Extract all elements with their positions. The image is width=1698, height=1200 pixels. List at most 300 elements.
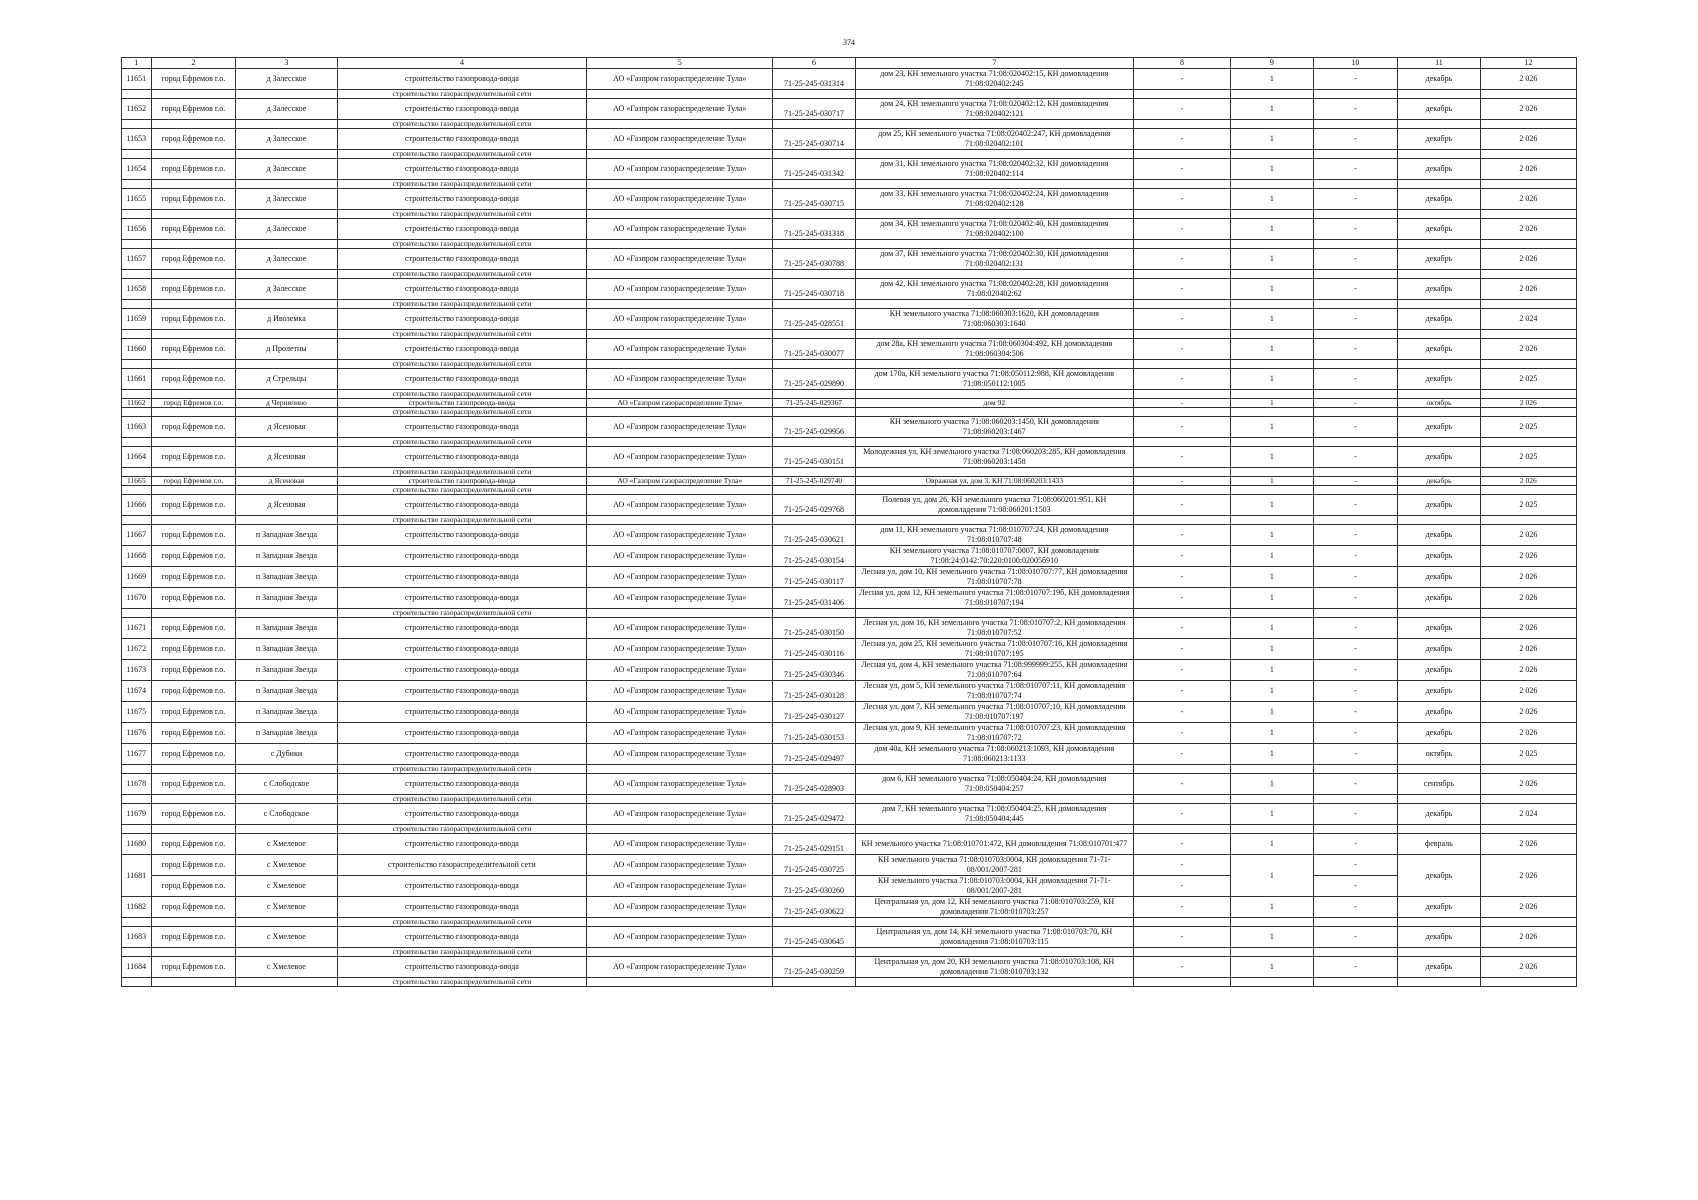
row-number: 11663 xyxy=(122,417,152,438)
month-cell: декабрь xyxy=(1398,855,1480,897)
table-row xyxy=(122,69,1577,90)
municipality-cell: город Ефремов г.о. xyxy=(151,834,236,855)
empty-cell xyxy=(122,240,152,249)
network-construction-cell: строительство газораспределительной сети xyxy=(337,765,587,774)
count-cell: 1 xyxy=(1231,219,1313,240)
empty-cell xyxy=(773,150,855,159)
subrow xyxy=(122,90,1577,99)
empty-cell xyxy=(236,390,338,399)
col8-cell: - xyxy=(1133,309,1230,330)
empty-cell xyxy=(151,150,236,159)
row-number: 11679 xyxy=(122,804,152,825)
empty-cell xyxy=(236,90,338,99)
empty-cell xyxy=(587,180,773,189)
address-cell: дом 24, КН земельного участка 71:08:020402:12, КН домовладения 71:08:020402:121 xyxy=(855,99,1133,120)
col8-cell: - xyxy=(1133,417,1230,438)
municipality-cell: город Ефремов г.о. xyxy=(151,897,236,918)
organization-cell: АО «Газпром газораспределение Тула» xyxy=(587,804,773,825)
empty-cell xyxy=(1133,468,1230,477)
work-type-cell: строительство газопровода-ввода xyxy=(337,927,587,948)
registry-number-cell: 71-25-245-029740 xyxy=(773,477,855,486)
address-cell: КН земельного участка 71:08:010703:0004, КН домовладения 71-71-08/001/2007-281 xyxy=(855,876,1133,897)
empty-cell xyxy=(855,120,1133,129)
year-cell: 2 026 xyxy=(1480,957,1576,978)
row-number: 11655 xyxy=(122,189,152,210)
empty-cell xyxy=(587,390,773,399)
row-number: 11671 xyxy=(122,618,152,639)
empty-cell xyxy=(1480,468,1576,477)
table-row xyxy=(122,927,1577,948)
row-number: 11675 xyxy=(122,702,152,723)
subrow xyxy=(122,438,1577,447)
registry-number-cell: 71-25-245-031342 xyxy=(773,159,855,180)
municipality-cell: город Ефремов г.о. xyxy=(151,495,236,516)
month-cell: декабрь xyxy=(1398,369,1480,390)
empty-cell xyxy=(122,408,152,417)
month-cell: декабрь xyxy=(1398,567,1480,588)
month-cell: декабрь xyxy=(1398,681,1480,702)
empty-cell xyxy=(151,360,236,369)
work-type-cell: строительство газопровода-ввода xyxy=(337,876,587,897)
registry-number-cell: 71-25-245-030714 xyxy=(773,129,855,150)
table-row xyxy=(122,219,1577,240)
count-cell: 1 xyxy=(1231,279,1313,300)
month-cell: октябрь xyxy=(1398,399,1480,408)
count-cell: 1 xyxy=(1231,99,1313,120)
col8-cell: - xyxy=(1133,525,1230,546)
empty-cell xyxy=(236,360,338,369)
municipality-cell: город Ефремов г.о. xyxy=(151,219,236,240)
empty-cell xyxy=(122,948,152,957)
empty-cell xyxy=(236,978,338,987)
empty-cell xyxy=(236,300,338,309)
col10-cell: - xyxy=(1313,588,1398,609)
subrow xyxy=(122,180,1577,189)
month-cell: декабрь xyxy=(1398,957,1480,978)
empty-cell xyxy=(1231,438,1313,447)
empty-cell xyxy=(236,486,338,495)
empty-cell xyxy=(1313,150,1398,159)
row-number: 11682 xyxy=(122,897,152,918)
empty-cell xyxy=(236,516,338,525)
empty-cell xyxy=(151,210,236,219)
empty-cell xyxy=(236,918,338,927)
address-cell: дом 23, КН земельного участка 71:08:020402:15, КН домовладения 71:08:020402:245 xyxy=(855,69,1133,90)
year-cell: 2 026 xyxy=(1480,399,1576,408)
empty-cell xyxy=(1480,486,1576,495)
col10-cell: - xyxy=(1313,249,1398,270)
count-cell: 1 xyxy=(1231,249,1313,270)
empty-cell xyxy=(1231,408,1313,417)
empty-cell xyxy=(1133,486,1230,495)
municipality-cell: город Ефремов г.о. xyxy=(151,855,236,876)
empty-cell xyxy=(1398,180,1480,189)
count-cell: 1 xyxy=(1231,927,1313,948)
page-number: 374 xyxy=(843,38,855,47)
empty-cell xyxy=(1231,825,1313,834)
month-cell: декабрь xyxy=(1398,159,1480,180)
empty-cell xyxy=(1480,360,1576,369)
table-row xyxy=(122,477,1577,486)
year-cell: 2 024 xyxy=(1480,804,1576,825)
row-number: 11661 xyxy=(122,369,152,390)
address-cell: Центральная ул, дом 14, КН земельного участка 71:08:010703:70, КН домовладения 71:08:010703:115 xyxy=(855,927,1133,948)
empty-cell xyxy=(1480,438,1576,447)
table-row xyxy=(122,309,1577,330)
month-cell: декабрь xyxy=(1398,618,1480,639)
work-type-cell: строительство газопровода-ввода xyxy=(337,546,587,567)
empty-cell xyxy=(855,825,1133,834)
subrow xyxy=(122,270,1577,279)
col8-cell: - xyxy=(1133,477,1230,486)
municipality-cell: город Ефремов г.о. xyxy=(151,99,236,120)
empty-cell xyxy=(122,180,152,189)
network-construction-cell: строительство газораспределительной сети xyxy=(337,609,587,618)
subrow xyxy=(122,978,1577,987)
empty-cell xyxy=(773,978,855,987)
locality-cell: д Черняпино xyxy=(236,399,338,408)
col10-cell: - xyxy=(1313,69,1398,90)
empty-cell xyxy=(1480,270,1576,279)
empty-cell xyxy=(236,240,338,249)
empty-cell xyxy=(773,438,855,447)
network-construction-cell: строительство газораспределительной сети xyxy=(337,948,587,957)
network-construction-cell: строительство газораспределительной сети xyxy=(337,978,587,987)
network-construction-cell: строительство газораспределительной сети xyxy=(337,180,587,189)
row-number: 11660 xyxy=(122,339,152,360)
empty-cell xyxy=(1133,948,1230,957)
locality-cell: п Западная Звезда xyxy=(236,618,338,639)
address-cell: дом 11, КН земельного участка 71:08:010707:24, КН домовладения 71:08:010707:48 xyxy=(855,525,1133,546)
empty-cell xyxy=(773,300,855,309)
row-number: 11662 xyxy=(122,399,152,408)
empty-cell xyxy=(1313,300,1398,309)
address-cell: дом 34, КН земельного участка 71:08:020402:40, КН домовладения 71:08:020402:100 xyxy=(855,219,1133,240)
year-cell: 2 026 xyxy=(1480,249,1576,270)
empty-cell xyxy=(1231,210,1313,219)
address-cell: КН земельного участка 71:08:060303:1620, КН домовладения 71:08:060303:1640 xyxy=(855,309,1133,330)
year-cell: 2 026 xyxy=(1480,681,1576,702)
table-row xyxy=(122,495,1577,516)
empty-cell xyxy=(1398,468,1480,477)
municipality-cell: город Ефремов г.о. xyxy=(151,525,236,546)
municipality-cell: город Ефремов г.о. xyxy=(151,723,236,744)
col10-cell: - xyxy=(1313,189,1398,210)
locality-cell: п Западная Звезда xyxy=(236,723,338,744)
municipality-cell: город Ефремов г.о. xyxy=(151,957,236,978)
month-cell: декабрь xyxy=(1398,927,1480,948)
empty-cell xyxy=(1480,180,1576,189)
empty-cell xyxy=(855,918,1133,927)
subrow xyxy=(122,390,1577,399)
empty-cell xyxy=(1480,948,1576,957)
year-cell: 2 026 xyxy=(1480,69,1576,90)
empty-cell xyxy=(1398,330,1480,339)
empty-cell xyxy=(1313,918,1398,927)
empty-cell xyxy=(151,609,236,618)
col8-cell: - xyxy=(1133,855,1230,876)
col8-cell: - xyxy=(1133,876,1230,897)
empty-cell xyxy=(773,516,855,525)
empty-cell xyxy=(1398,210,1480,219)
column-header: 8 xyxy=(1133,58,1230,69)
col8-cell: - xyxy=(1133,339,1230,360)
empty-cell xyxy=(1231,180,1313,189)
network-construction-cell: строительство газораспределительной сети xyxy=(337,270,587,279)
empty-cell xyxy=(236,468,338,477)
registry-number-cell: 71-25-245-030260 xyxy=(773,876,855,897)
locality-cell: д Ясеновая xyxy=(236,477,338,486)
year-cell: 2 025 xyxy=(1480,744,1576,765)
table-row xyxy=(122,249,1577,270)
locality-cell: с Хмелевое xyxy=(236,855,338,876)
col10-cell: - xyxy=(1313,447,1398,468)
empty-cell xyxy=(1313,795,1398,804)
empty-cell xyxy=(855,90,1133,99)
col8-cell: - xyxy=(1133,219,1230,240)
empty-cell xyxy=(855,408,1133,417)
empty-cell xyxy=(236,438,338,447)
municipality-cell: город Ефремов г.о. xyxy=(151,399,236,408)
count-cell: 1 xyxy=(1231,417,1313,438)
table-row xyxy=(122,723,1577,744)
empty-cell xyxy=(1133,609,1230,618)
registry-number-cell: 71-25-245-030645 xyxy=(773,927,855,948)
col8-cell: - xyxy=(1133,927,1230,948)
month-cell: декабрь xyxy=(1398,546,1480,567)
registry-number-cell: 71-25-245-029956 xyxy=(773,417,855,438)
empty-cell xyxy=(122,438,152,447)
subrow xyxy=(122,360,1577,369)
empty-cell xyxy=(1133,90,1230,99)
empty-cell xyxy=(236,330,338,339)
empty-cell xyxy=(151,180,236,189)
network-construction-cell: строительство газораспределительной сети xyxy=(337,120,587,129)
row-number: 11666 xyxy=(122,495,152,516)
year-cell: 2 026 xyxy=(1480,546,1576,567)
address-cell: дом 37, КН земельного участка 71:08:020402:30, КН домовладения 71:08:020402:131 xyxy=(855,249,1133,270)
empty-cell xyxy=(151,120,236,129)
col8-cell: - xyxy=(1133,957,1230,978)
locality-cell: с Хмелевое xyxy=(236,957,338,978)
row-number: 11653 xyxy=(122,129,152,150)
col10-cell: - xyxy=(1313,417,1398,438)
col8-cell: - xyxy=(1133,69,1230,90)
organization-cell: АО «Газпром газораспределение Тула» xyxy=(587,927,773,948)
locality-cell: п Западная Звезда xyxy=(236,681,338,702)
registry-number-cell: 71-25-245-030154 xyxy=(773,546,855,567)
empty-cell xyxy=(855,468,1133,477)
table-row xyxy=(122,525,1577,546)
empty-cell xyxy=(587,486,773,495)
empty-cell xyxy=(773,210,855,219)
network-construction-cell: строительство газораспределительной сети xyxy=(337,240,587,249)
row-number: 11664 xyxy=(122,447,152,468)
col8-cell: - xyxy=(1133,897,1230,918)
organization-cell: АО «Газпром газораспределение Тула» xyxy=(587,744,773,765)
column-header: 3 xyxy=(236,58,338,69)
empty-cell xyxy=(236,120,338,129)
address-cell: Центральная ул, дом 20, КН земельного участка 71:08:010703:108, КН домовладения 71:08:010703:132 xyxy=(855,957,1133,978)
column-header: 2 xyxy=(151,58,236,69)
year-cell: 2 025 xyxy=(1480,495,1576,516)
col10-cell: - xyxy=(1313,99,1398,120)
registry-number-cell: 71-25-245-030725 xyxy=(773,855,855,876)
count-cell: 1 xyxy=(1231,774,1313,795)
locality-cell: д Залесское xyxy=(236,219,338,240)
empty-cell xyxy=(1398,408,1480,417)
address-cell: дом 170а, КН земельного участка 71:08:050112:988, КН домовладения 71:08:050112:1005 xyxy=(855,369,1133,390)
organization-cell: АО «Газпром газораспределение Тула» xyxy=(587,249,773,270)
work-type-cell: строительство газопровода-ввода xyxy=(337,723,587,744)
header-row xyxy=(122,58,1577,69)
empty-cell xyxy=(1480,330,1576,339)
year-cell: 2 026 xyxy=(1480,219,1576,240)
empty-cell xyxy=(1231,330,1313,339)
col10-cell: - xyxy=(1313,369,1398,390)
empty-cell xyxy=(1398,978,1480,987)
locality-cell: д Залесское xyxy=(236,159,338,180)
empty-cell xyxy=(587,210,773,219)
registry-number-cell: 71-25-245-029497 xyxy=(773,744,855,765)
empty-cell xyxy=(1480,609,1576,618)
col10-cell: - xyxy=(1313,681,1398,702)
month-cell: декабрь xyxy=(1398,723,1480,744)
count-cell: 1 xyxy=(1231,477,1313,486)
count-cell: 1 xyxy=(1231,339,1313,360)
empty-cell xyxy=(1133,210,1230,219)
empty-cell xyxy=(1313,390,1398,399)
empty-cell xyxy=(122,390,152,399)
empty-cell xyxy=(236,765,338,774)
address-cell: дом 31, КН земельного участка 71:08:020402:32, КН домовладения 71:08:020402:114 xyxy=(855,159,1133,180)
organization-cell: АО «Газпром газораспределение Тула» xyxy=(587,477,773,486)
registry-number-cell: 71-25-245-030077 xyxy=(773,339,855,360)
year-cell: 2 026 xyxy=(1480,723,1576,744)
work-type-cell: строительство газопровода-ввода xyxy=(337,339,587,360)
empty-cell xyxy=(1231,120,1313,129)
col10-cell: - xyxy=(1313,639,1398,660)
row-number: 11652 xyxy=(122,99,152,120)
organization-cell: АО «Газпром газораспределение Тула» xyxy=(587,702,773,723)
empty-cell xyxy=(1231,90,1313,99)
locality-cell: п Западная Звезда xyxy=(236,702,338,723)
organization-cell: АО «Газпром газораспределение Тула» xyxy=(587,618,773,639)
registry-number-cell: 71-25-245-030116 xyxy=(773,639,855,660)
work-type-cell: строительство газопровода-ввода xyxy=(337,660,587,681)
address-cell: Лесная ул, дом 9, КН земельного участка 71:08:010707:23, КН домовладения 71:08:010707:72 xyxy=(855,723,1133,744)
empty-cell xyxy=(1133,918,1230,927)
empty-cell xyxy=(1480,120,1576,129)
organization-cell: АО «Газпром газораспределение Тула» xyxy=(587,660,773,681)
registry-number-cell: 71-25-245-029890 xyxy=(773,369,855,390)
network-construction-cell: строительство газораспределительной сети xyxy=(337,408,587,417)
address-cell: Лесная ул, дом 5, КН земельного участка 71:08:010707:11, КН домовладения 71:08:010707:74 xyxy=(855,681,1133,702)
organization-cell: АО «Газпром газораспределение Тула» xyxy=(587,876,773,897)
empty-cell xyxy=(1398,486,1480,495)
row-number: 11684 xyxy=(122,957,152,978)
registry-number-cell: 71-25-245-028551 xyxy=(773,309,855,330)
work-type-cell: строительство газопровода-ввода xyxy=(337,618,587,639)
empty-cell xyxy=(1313,825,1398,834)
col8-cell: - xyxy=(1133,567,1230,588)
month-cell: декабрь xyxy=(1398,249,1480,270)
locality-cell: д Стрельцы xyxy=(236,369,338,390)
registry-number-cell: 71-25-245-031318 xyxy=(773,219,855,240)
empty-cell xyxy=(1313,240,1398,249)
year-cell: 2 026 xyxy=(1480,927,1576,948)
organization-cell: АО «Газпром газораспределение Тула» xyxy=(587,723,773,744)
column-header: 11 xyxy=(1398,58,1480,69)
empty-cell xyxy=(587,825,773,834)
subrow xyxy=(122,516,1577,525)
empty-cell xyxy=(1398,825,1480,834)
empty-cell xyxy=(1231,948,1313,957)
col8-cell: - xyxy=(1133,129,1230,150)
year-cell: 2 026 xyxy=(1480,834,1576,855)
table-row xyxy=(122,399,1577,408)
empty-cell xyxy=(1313,408,1398,417)
address-cell: Лесная ул, дом 10, КН земельного участка 71:08:010707:77, КН домовладения 71:08:010707:78 xyxy=(855,567,1133,588)
empty-cell xyxy=(151,390,236,399)
col10-cell: - xyxy=(1313,546,1398,567)
municipality-cell: город Ефремов г.о. xyxy=(151,159,236,180)
empty-cell xyxy=(1231,360,1313,369)
municipality-cell: город Ефремов г.о. xyxy=(151,249,236,270)
address-cell: Лесная ул, дом 7, КН земельного участка 71:08:010707:10, КН домовладения 71:08:010707:197 xyxy=(855,702,1133,723)
empty-cell xyxy=(151,408,236,417)
empty-cell xyxy=(151,918,236,927)
empty-cell xyxy=(1231,270,1313,279)
empty-cell xyxy=(1231,390,1313,399)
count-cell: 1 xyxy=(1231,69,1313,90)
count-cell: 1 xyxy=(1231,588,1313,609)
year-cell: 2 026 xyxy=(1480,99,1576,120)
organization-cell: АО «Газпром газораспределение Тула» xyxy=(587,639,773,660)
empty-cell xyxy=(1133,516,1230,525)
empty-cell xyxy=(855,948,1133,957)
col10-cell: - xyxy=(1313,495,1398,516)
registry-number-cell: 71-25-245-031406 xyxy=(773,588,855,609)
month-cell: декабрь xyxy=(1398,495,1480,516)
column-header: 7 xyxy=(855,58,1133,69)
row-number: 11658 xyxy=(122,279,152,300)
empty-cell xyxy=(1313,948,1398,957)
month-cell: декабрь xyxy=(1398,129,1480,150)
subrow xyxy=(122,918,1577,927)
subrow xyxy=(122,609,1577,618)
address-cell: Молодежная ул, КН земельного участка 71:08:060203:285, КН домовладения 71:08:060203:1458 xyxy=(855,447,1133,468)
work-type-cell: строительство газопровода-ввода xyxy=(337,279,587,300)
subrow xyxy=(122,825,1577,834)
empty-cell xyxy=(855,330,1133,339)
empty-cell xyxy=(1398,948,1480,957)
work-type-cell: строительство газопровода-ввода xyxy=(337,99,587,120)
col10-cell: - xyxy=(1313,159,1398,180)
empty-cell xyxy=(1231,795,1313,804)
table-row xyxy=(122,567,1577,588)
organization-cell: АО «Газпром газораспределение Тула» xyxy=(587,588,773,609)
col10-cell: - xyxy=(1313,477,1398,486)
empty-cell xyxy=(1313,438,1398,447)
registry-number-cell: 71-25-245-030621 xyxy=(773,525,855,546)
col10-cell: - xyxy=(1313,702,1398,723)
municipality-cell: город Ефремов г.о. xyxy=(151,447,236,468)
network-construction-cell: строительство газораспределительной сети xyxy=(337,330,587,339)
count-cell: 1 xyxy=(1231,399,1313,408)
empty-cell xyxy=(1231,765,1313,774)
registry-number-cell: 71-25-245-029367 xyxy=(773,399,855,408)
